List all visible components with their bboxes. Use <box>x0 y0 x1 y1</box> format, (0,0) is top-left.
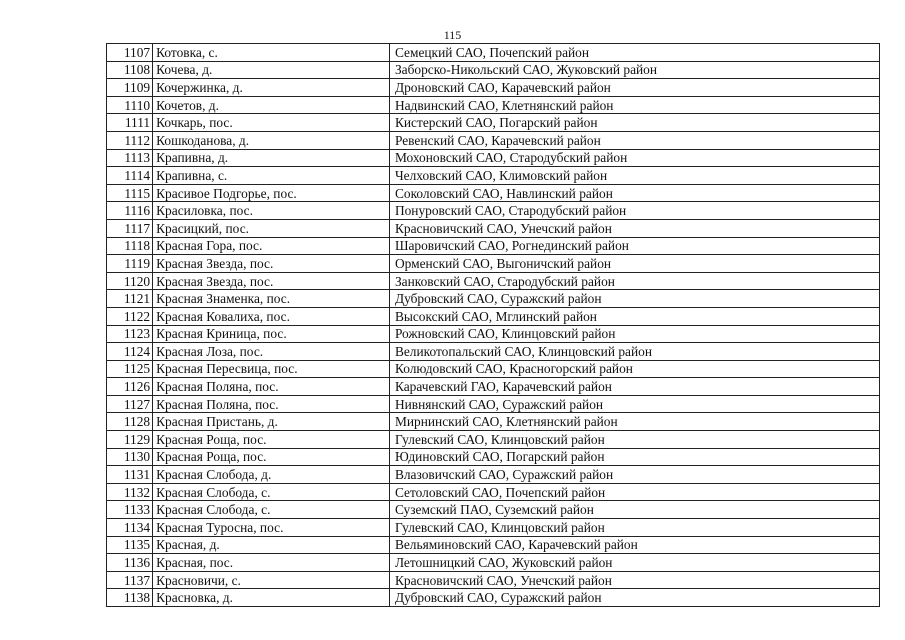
administration-district-cell: Карачевский ГАО, Карачевский район <box>389 378 879 396</box>
row-number-cell: 1133 <box>107 501 153 519</box>
table-row <box>107 589 880 607</box>
administration-district-cell: Дроновский САО, Карачевский район <box>389 79 879 97</box>
row-number-cell: 1119 <box>107 255 153 273</box>
row-number-cell: 1113 <box>107 149 153 167</box>
table-row <box>107 378 880 396</box>
table-row <box>107 395 880 413</box>
administration-district-cell: Летошницкий САО, Жуковский район <box>389 554 879 572</box>
table-row <box>107 167 880 185</box>
row-number-cell: 1125 <box>107 360 153 378</box>
table-row <box>107 571 880 589</box>
settlement-name-cell: Красная Гора, пос. <box>153 237 390 255</box>
administration-district-cell: Вельяминовский САО, Карачевский район <box>389 536 879 554</box>
settlement-name-cell: Кочержинка, д. <box>153 79 390 97</box>
table-row <box>107 307 880 325</box>
settlement-name-cell: Красная, пос. <box>153 554 390 572</box>
administration-district-cell: Семецкий САО, Почепский район <box>389 44 879 62</box>
row-number-cell: 1122 <box>107 307 153 325</box>
row-number-cell: 1135 <box>107 536 153 554</box>
row-number-cell: 1136 <box>107 554 153 572</box>
table-row <box>107 448 880 466</box>
table-row <box>107 483 880 501</box>
settlement-name-cell: Красная Ковалиха, пос. <box>153 307 390 325</box>
table-row <box>107 554 880 572</box>
settlement-name-cell: Красивое Подгорье, пос. <box>153 184 390 202</box>
administration-district-cell: Мирнинский САО, Клетнянский район <box>389 413 879 431</box>
row-number-cell: 1121 <box>107 290 153 308</box>
administration-district-cell: Заборско-Никольский САО, Жуковский район <box>389 61 879 79</box>
settlement-name-cell: Красная Звезда, пос. <box>153 272 390 290</box>
settlement-name-cell: Красная, д. <box>153 536 390 554</box>
row-number-cell: 1124 <box>107 343 153 361</box>
settlement-name-cell: Красная Пристань, д. <box>153 413 390 431</box>
administration-district-cell: Дубровский САО, Суражский район <box>389 290 879 308</box>
row-number-cell: 1111 <box>107 114 153 132</box>
table-row <box>107 255 880 273</box>
administration-district-cell: Занковский САО, Стародубский район <box>389 272 879 290</box>
settlement-name-cell: Красная Роща, пос. <box>153 448 390 466</box>
table-row <box>107 237 880 255</box>
row-number-cell: 1108 <box>107 61 153 79</box>
row-number-cell: 1137 <box>107 571 153 589</box>
row-number-cell: 1130 <box>107 448 153 466</box>
table-row <box>107 202 880 220</box>
settlement-name-cell: Красная Поляна, пос. <box>153 378 390 396</box>
administration-district-cell: Красновичский САО, Унечский район <box>389 571 879 589</box>
settlement-name-cell: Красная Слобода, с. <box>153 483 390 501</box>
settlement-name-cell: Красная Слобода, с. <box>153 501 390 519</box>
administration-district-cell: Влазовичский САО, Суражский район <box>389 466 879 484</box>
table-row <box>107 149 880 167</box>
row-number-cell: 1109 <box>107 79 153 97</box>
settlement-name-cell: Красная Пересвица, пос. <box>153 360 390 378</box>
administration-district-cell: Рожновский САО, Клинцовский район <box>389 325 879 343</box>
table-row <box>107 79 880 97</box>
table-row <box>107 360 880 378</box>
row-number-cell: 1116 <box>107 202 153 220</box>
table-row <box>107 184 880 202</box>
settlement-name-cell: Кочетов, д. <box>153 96 390 114</box>
administration-district-cell: Гулевский САО, Клинцовский район <box>389 519 879 537</box>
table-row <box>107 536 880 554</box>
administration-district-cell: Шаровичский САО, Рогнединский район <box>389 237 879 255</box>
settlement-name-cell: Кошкоданова, д. <box>153 131 390 149</box>
table-row <box>107 44 880 62</box>
table-row <box>107 290 880 308</box>
row-number-cell: 1118 <box>107 237 153 255</box>
row-number-cell: 1131 <box>107 466 153 484</box>
row-number-cell: 1129 <box>107 431 153 449</box>
administration-district-cell: Гулевский САО, Клинцовский район <box>389 431 879 449</box>
table-row <box>107 96 880 114</box>
table-row <box>107 519 880 537</box>
table-row <box>107 501 880 519</box>
row-number-cell: 1132 <box>107 483 153 501</box>
row-number-cell: 1126 <box>107 378 153 396</box>
row-number-cell: 1115 <box>107 184 153 202</box>
settlement-name-cell: Красная Слобода, д. <box>153 466 390 484</box>
settlement-name-cell: Котовка, с. <box>153 44 390 62</box>
administration-district-cell: Суземский ПАО, Суземский район <box>389 501 879 519</box>
settlement-name-cell: Красицкий, пос. <box>153 219 390 237</box>
row-number-cell: 1110 <box>107 96 153 114</box>
administration-district-cell: Орменский САО, Выгоничский район <box>389 255 879 273</box>
table-row <box>107 114 880 132</box>
administration-district-cell: Высокский САО, Мглинский район <box>389 307 879 325</box>
settlement-name-cell: Красная Криница, пос. <box>153 325 390 343</box>
administration-district-cell: Нивнянский САО, Суражский район <box>389 395 879 413</box>
row-number-cell: 1114 <box>107 167 153 185</box>
administration-district-cell: Кистерский САО, Погарский район <box>389 114 879 132</box>
settlement-name-cell: Красновка, д. <box>153 589 390 607</box>
settlement-name-cell: Крапивна, с. <box>153 167 390 185</box>
administration-district-cell: Дубровский САО, Суражский район <box>389 589 879 607</box>
administration-district-cell: Челховский САО, Климовский район <box>389 167 879 185</box>
settlement-name-cell: Красиловка, пос. <box>153 202 390 220</box>
settlements-table <box>106 43 880 607</box>
row-number-cell: 1134 <box>107 519 153 537</box>
table-row <box>107 272 880 290</box>
row-number-cell: 1107 <box>107 44 153 62</box>
administration-district-cell: Великотопальский САО, Клинцовский район <box>389 343 879 361</box>
table-row <box>107 431 880 449</box>
table-row <box>107 325 880 343</box>
page-number: 115 <box>443 28 462 42</box>
settlement-name-cell: Красная Знаменка, пос. <box>153 290 390 308</box>
settlement-name-cell: Кочкарь, пос. <box>153 114 390 132</box>
administration-district-cell: Соколовский САО, Навлинский район <box>389 184 879 202</box>
administration-district-cell: Сетоловский САО, Почепский район <box>389 483 879 501</box>
administration-district-cell: Надвинский САО, Клетнянский район <box>389 96 879 114</box>
table-row <box>107 413 880 431</box>
table-body <box>107 44 880 607</box>
administration-district-cell: Юдиновский САО, Погарский район <box>389 448 879 466</box>
row-number-cell: 1123 <box>107 325 153 343</box>
settlement-name-cell: Красная Звезда, пос. <box>153 255 390 273</box>
row-number-cell: 1120 <box>107 272 153 290</box>
row-number-cell: 1127 <box>107 395 153 413</box>
table-row <box>107 219 880 237</box>
settlement-name-cell: Красновичи, с. <box>153 571 390 589</box>
settlement-name-cell: Кочева, д. <box>153 61 390 79</box>
administration-district-cell: Ревенский САО, Карачевский район <box>389 131 879 149</box>
row-number-cell: 1112 <box>107 131 153 149</box>
row-number-cell: 1128 <box>107 413 153 431</box>
table-row <box>107 131 880 149</box>
settlement-name-cell: Крапивна, д. <box>153 149 390 167</box>
administration-district-cell: Колюдовский САО, Красногорский район <box>389 360 879 378</box>
row-number-cell: 1117 <box>107 219 153 237</box>
settlement-name-cell: Красная Туросна, пос. <box>153 519 390 537</box>
administration-district-cell: Мохоновский САО, Стародубский район <box>389 149 879 167</box>
table-row <box>107 61 880 79</box>
settlement-name-cell: Красная Роща, пос. <box>153 431 390 449</box>
row-number-cell: 1138 <box>107 589 153 607</box>
table-row <box>107 466 880 484</box>
administration-district-cell: Понуровский САО, Стародубский район <box>389 202 879 220</box>
settlement-name-cell: Красная Лоза, пос. <box>153 343 390 361</box>
table-row <box>107 343 880 361</box>
administration-district-cell: Красновичский САО, Унечский район <box>389 219 879 237</box>
settlement-name-cell: Красная Поляна, пос. <box>153 395 390 413</box>
